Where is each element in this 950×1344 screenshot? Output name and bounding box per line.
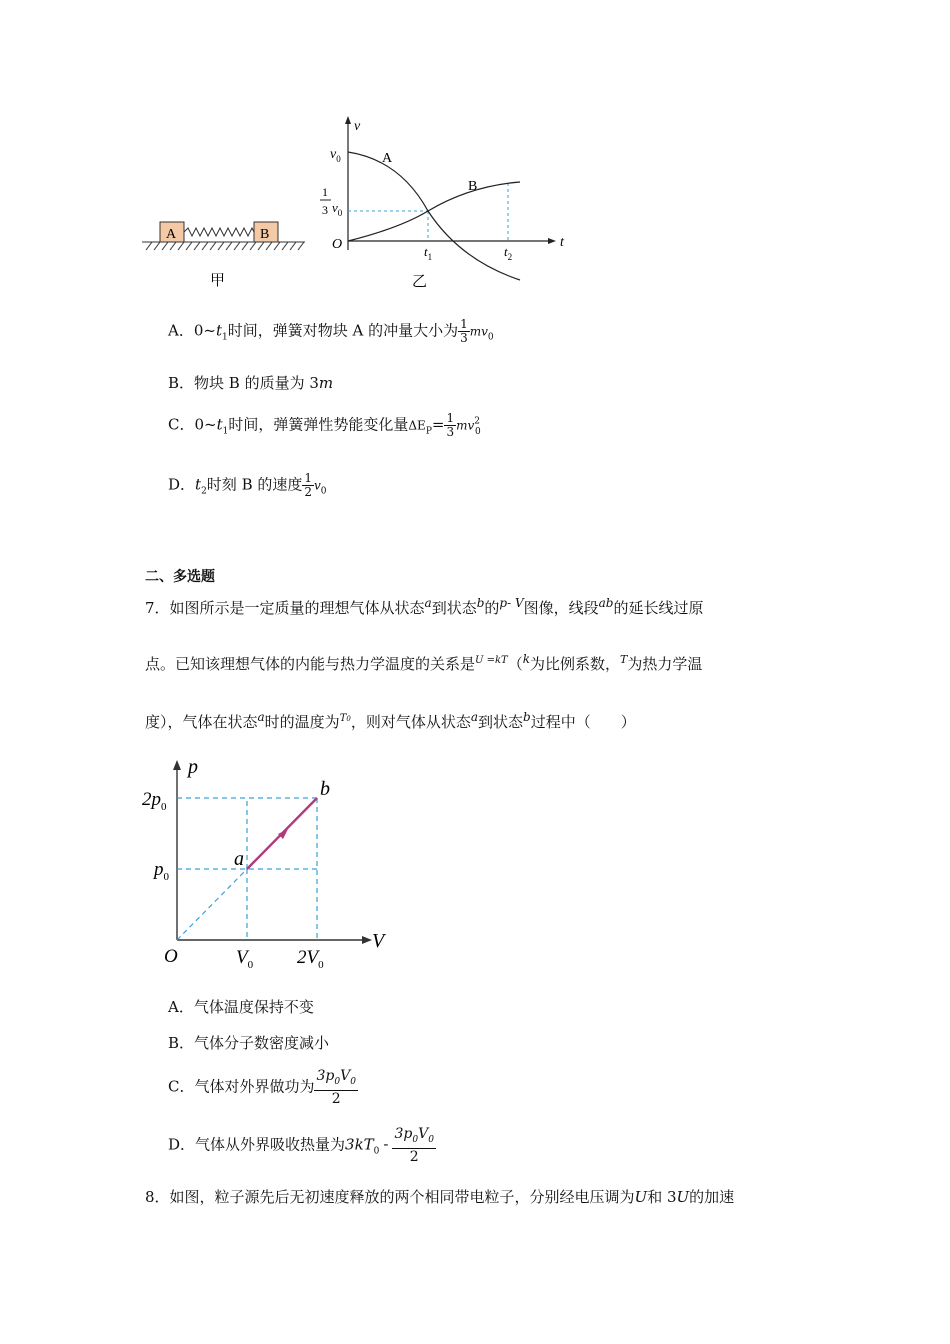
tick-V0: $V_0$: [236, 947, 254, 971]
axis-t-label: t: [560, 235, 564, 250]
block-a-label: A: [166, 227, 177, 242]
q7-line-2: 点。已知该理想气体的内能与热力学温度的关系是$^{U =kT}$（$^k$为比例系数，$^T$为热力学温: [145, 652, 703, 673]
curve-b-label: B: [468, 179, 478, 194]
tick-p0: $p_0$: [154, 859, 169, 883]
curve-a-label: A: [382, 151, 393, 166]
curve-a: [348, 152, 520, 280]
q7-option-c[interactable]: C．气体对外界做功为 $\frac{3p_0V_0}{2}$: [168, 1068, 356, 1107]
point-a-label: a: [234, 848, 244, 870]
fraction: $\frac{1}{3}$: [460, 317, 468, 345]
spring: [184, 228, 254, 236]
q8-line-1: 8．如图，粒子源先后无初速度释放的两个相同带电粒子，分别经电压调为U和 3U的加速: [145, 1188, 735, 1206]
axis-p-label: p: [188, 756, 198, 778]
fraction: $\frac{3p_0V_0}{2}$: [316, 1068, 356, 1107]
q7-option-d[interactable]: D．气体从外界吸收热量为$3kT_0$ - $\frac{3p_0V_0}{2}$: [168, 1126, 434, 1165]
origin-label: O: [332, 237, 343, 252]
q7-option-b[interactable]: B．气体分子数密度减小: [168, 1034, 330, 1052]
fraction: $\frac{3p_0V_0}{2}$: [394, 1126, 434, 1165]
tick-t2: $t_2$: [504, 244, 513, 262]
ground: [142, 242, 305, 250]
q6-option-d[interactable]: D．$t_2$时刻 B 的速度 $\frac{1}{2}$ $v_0$: [168, 471, 327, 499]
q7-line-1: 7．如图所示是一定质量的理想气体从状态$^a$到状态$^b$的$^{p- V}$图像，线段$^{ab}$的延长线过原: [145, 596, 704, 617]
fraction: $\frac{1}{3}$: [446, 411, 455, 439]
tick-v0: $v_0$: [330, 147, 341, 164]
tick-third-v0: $v_0$: [332, 200, 343, 218]
tick-t1: $t_1$: [424, 244, 433, 262]
tick-frac-den: 3: [322, 203, 328, 217]
section-heading: 二、多选题: [145, 569, 215, 585]
q6-option-b[interactable]: B．物块 B 的质量为 3m: [168, 374, 334, 392]
fraction: $\frac{1}{2}$: [304, 471, 312, 499]
tick-2p0: $2p_0$: [142, 789, 167, 813]
tick-2V0: $2V_0$: [297, 947, 324, 971]
spring-velocity-figure: [140, 110, 580, 295]
axis-V-label: V: [372, 930, 385, 952]
q7-line-3: 度），气体在状态$^a$时的温度为$^{T0}$，则对气体从状态$^a$到状态$^b$过程中（ ）: [145, 710, 636, 731]
pv-diagram: [140, 755, 400, 980]
q7-option-a[interactable]: A．气体温度保持不变: [168, 998, 314, 1016]
figure-label-right: 乙: [412, 274, 428, 290]
point-b-label: b: [320, 778, 330, 800]
block-b-label: B: [260, 227, 270, 242]
q6-option-c[interactable]: C．$0\sim t_1$时间，弹簧弹性势能变化量$\Delta E_P=$ $\frac{1}{3}$ $mv^2_0$: [168, 411, 481, 439]
q6-option-a[interactable]: A．$0\sim t_1$时间，弹簧对物块 A 的冲量大小为 $\frac{1}{3}$ $mv_0$: [168, 317, 494, 345]
axis-v-label: v: [354, 119, 361, 134]
origin-label: O: [164, 946, 178, 967]
tick-frac-num: 1: [322, 185, 328, 199]
figure-label-left: 甲: [210, 273, 226, 289]
vt-graph: [320, 116, 565, 290]
